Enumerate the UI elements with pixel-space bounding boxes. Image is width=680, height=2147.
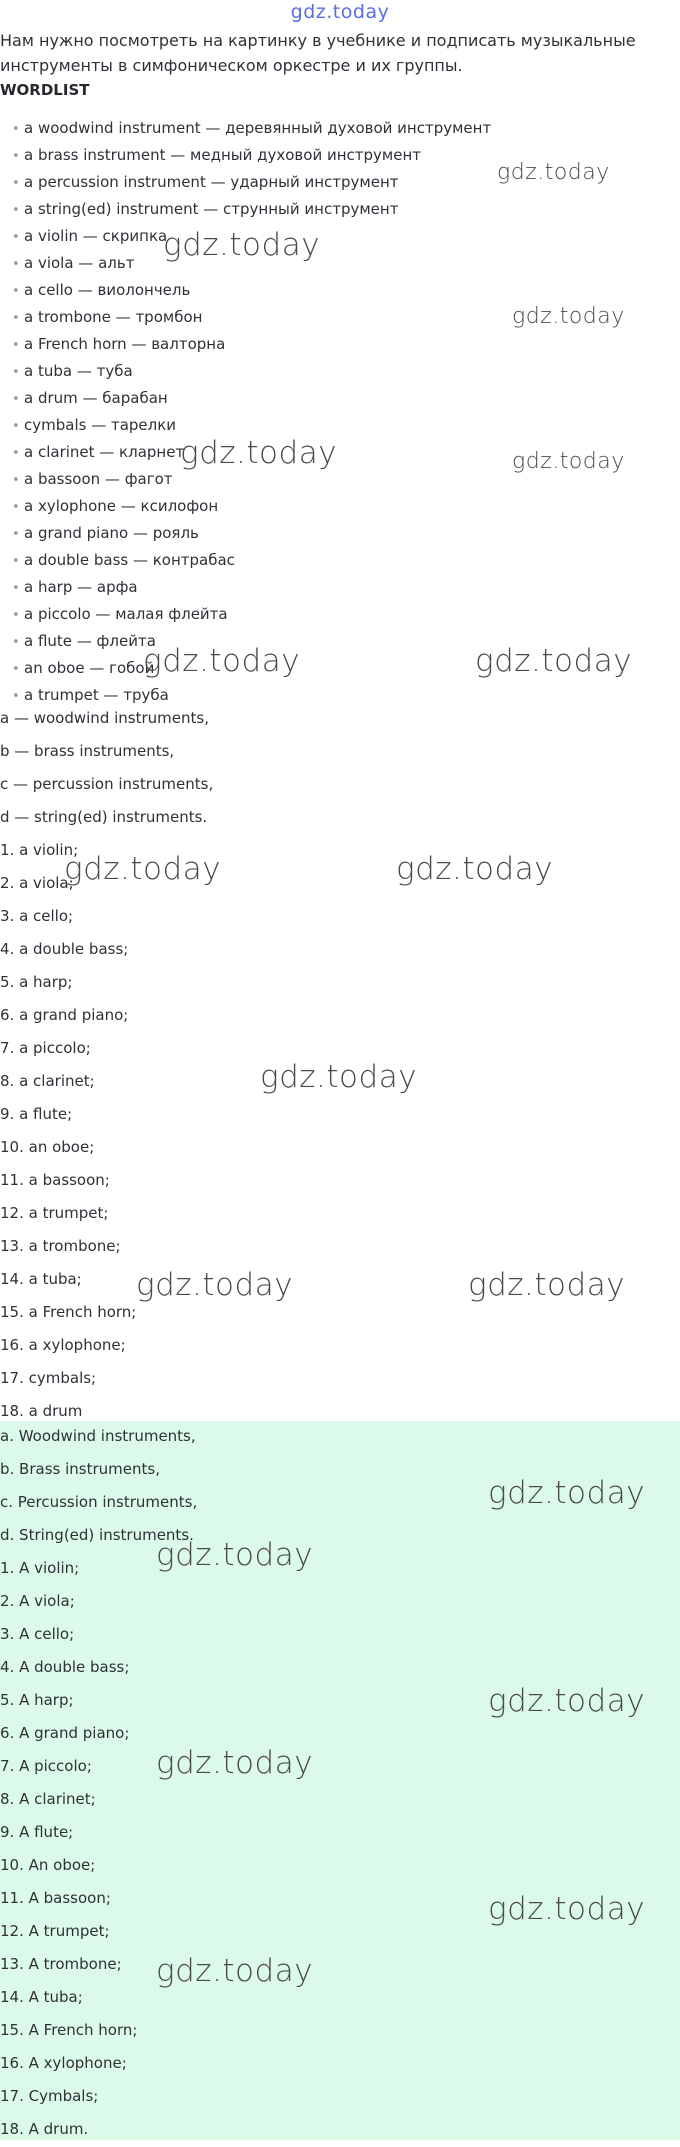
bullet-icon: •: [12, 338, 20, 353]
answer-instrument-line: 4. A double bass;: [0, 1658, 130, 1676]
wordlist-item: • a violin — скрипка: [12, 223, 491, 250]
bullet-icon: •: [12, 581, 20, 596]
watermark: gdz.today: [488, 1475, 646, 1511]
answer-instrument-line: 17. Cymbals;: [0, 2087, 99, 2105]
answer-instrument-line: 6. A grand piano;: [0, 1724, 130, 1742]
wordlist: [12, 115, 491, 709]
bullet-icon: •: [12, 122, 20, 137]
answer-group-line: c. Percussion instruments,: [0, 1493, 198, 1511]
answer-instrument-line: 11. A bassoon;: [0, 1889, 111, 1907]
answer-instrument-line: 18. A drum.: [0, 2120, 89, 2138]
instrument-line: 17. cymbals;: [0, 1369, 97, 1387]
instrument-line: 14. a tuba;: [0, 1270, 82, 1288]
watermark: gdz.today: [64, 851, 222, 887]
group-line: b — brass instruments,: [0, 742, 175, 760]
watermark: gdz.today: [156, 1745, 314, 1781]
instrument-line: 18. a drum: [0, 1402, 83, 1420]
watermark: gdz.today: [143, 643, 301, 679]
watermark: gdz.today: [396, 851, 554, 887]
bullet-icon: •: [12, 662, 20, 677]
wordlist-item: • a trombone — тромбон: [12, 304, 491, 331]
bullet-icon: •: [12, 419, 20, 434]
watermark: gdz.today: [260, 1059, 418, 1095]
instrument-line: 15. a French horn;: [0, 1303, 137, 1321]
wordlist-item: • a flute — флейта: [12, 628, 491, 655]
bullet-icon: •: [12, 284, 20, 299]
wordlist-item: • a viola — альт: [12, 250, 491, 277]
instrument-line: 11. a bassoon;: [0, 1171, 110, 1189]
wordlist-item: • a brass instrument — медный духовой инструмент: [12, 142, 491, 169]
instrument-line: 3. a cello;: [0, 907, 74, 925]
watermark: gdz.today: [512, 449, 625, 474]
answer-instrument-line: 13. A trombone;: [0, 1955, 122, 1973]
bullet-icon: •: [12, 689, 20, 704]
task-description: Нам нужно посмотреть на картинку в учебнике и подписать музыкальные инструменты в симфоническом оркестре и их группы.: [0, 31, 636, 75]
bullet-icon: •: [12, 500, 20, 515]
groups-and-instruments-list: [0, 702, 213, 1428]
wordlist-item: • a drum — барабан: [12, 385, 491, 412]
bullet-icon: •: [12, 392, 20, 407]
group-line: a — woodwind instruments,: [0, 709, 209, 727]
answer-list: [0, 1421, 197, 2147]
watermark: gdz.today: [136, 1267, 294, 1303]
watermark: gdz.today: [497, 160, 610, 185]
bullet-icon: •: [12, 608, 20, 623]
instrument-line: 9. a flute;: [0, 1105, 73, 1123]
wordlist-item: • a percussion instrument — ударный инструмент: [12, 169, 491, 196]
wordlist-item: • a French horn — валторна: [12, 331, 491, 358]
instrument-line: 2. a viola;: [0, 874, 74, 892]
answer-instrument-line: 12. A trumpet;: [0, 1922, 110, 1940]
bullet-icon: •: [12, 635, 20, 650]
answer-instrument-line: 9. A flute;: [0, 1823, 74, 1841]
wordlist-item: • a trumpet — труба: [12, 682, 491, 709]
bullet-icon: •: [12, 230, 20, 245]
wordlist-heading: WORDLIST: [0, 81, 90, 99]
watermark: gdz.today: [488, 1683, 646, 1719]
bullet-icon: •: [12, 311, 20, 326]
wordlist-item: • a clarinet — кларнет: [12, 439, 491, 466]
bullet-icon: •: [12, 257, 20, 272]
wordlist-item: • a double bass — контрабас: [12, 547, 491, 574]
wordlist-item: • an oboe — гобой: [12, 655, 491, 682]
group-line: d — string(ed) instruments.: [0, 808, 208, 826]
instrument-line: 12. a trumpet;: [0, 1204, 109, 1222]
wordlist-item: • a woodwind instrument — деревянный духовой инструмент: [12, 115, 491, 142]
instrument-line: 10. an oboe;: [0, 1138, 95, 1156]
answer-instrument-line: 14. A tuba;: [0, 1988, 83, 2006]
answer-group-line: a. Woodwind instruments,: [0, 1427, 196, 1445]
bullet-icon: •: [12, 149, 20, 164]
answer-instrument-line: 7. A piccolo;: [0, 1757, 92, 1775]
wordlist-item: • a cello — виолончель: [12, 277, 491, 304]
bullet-icon: •: [12, 176, 20, 191]
site-logo[interactable]: gdz.today: [290, 1, 390, 23]
watermark: gdz.today: [156, 1953, 314, 1989]
bullet-icon: •: [12, 554, 20, 569]
wordlist-item: • a xylophone — ксилофон: [12, 493, 491, 520]
answer-instrument-line: 16. A xylophone;: [0, 2054, 127, 2072]
watermark: gdz.today: [475, 643, 633, 679]
bullet-icon: •: [12, 473, 20, 488]
instrument-line: 16. a xylophone;: [0, 1336, 126, 1354]
wordlist-item: • cymbals — тарелки: [12, 412, 491, 439]
answer-instrument-line: 1. A violin;: [0, 1559, 80, 1577]
group-line: c — percussion instruments,: [0, 775, 214, 793]
instrument-line: 8. a clarinet;: [0, 1072, 95, 1090]
answer-instrument-line: 8. A clarinet;: [0, 1790, 96, 1808]
bullet-icon: •: [12, 365, 20, 380]
answer-group-line: b. Brass instruments,: [0, 1460, 160, 1478]
answer-instrument-line: 5. A harp;: [0, 1691, 74, 1709]
watermark: gdz.today: [180, 435, 338, 471]
instrument-line: 6. a grand piano;: [0, 1006, 129, 1024]
wordlist-item: • a bassoon — фагот: [12, 466, 491, 493]
bullet-icon: •: [12, 527, 20, 542]
instrument-line: 4. a double bass;: [0, 940, 129, 958]
instrument-line: 1. a violin;: [0, 841, 79, 859]
wordlist-item: • a tuba — туба: [12, 358, 491, 385]
answer-instrument-line: 10. An oboe;: [0, 1856, 96, 1874]
bullet-icon: •: [12, 446, 20, 461]
watermark: gdz.today: [468, 1267, 626, 1303]
watermark: gdz.today: [163, 227, 321, 263]
wordlist-item: • a harp — арфа: [12, 574, 491, 601]
instrument-line: 7. a piccolo;: [0, 1039, 91, 1057]
answer-block: [0, 1421, 680, 2140]
answer-instrument-line: 3. A cello;: [0, 1625, 75, 1643]
wordlist-item: • a piccolo — малая флейта: [12, 601, 491, 628]
bullet-icon: •: [12, 203, 20, 218]
answer-instrument-line: 15. A French horn;: [0, 2021, 138, 2039]
watermark: gdz.today: [156, 1537, 314, 1573]
answer-instrument-line: 2. A viola;: [0, 1592, 75, 1610]
watermark: gdz.today: [512, 304, 625, 329]
wordlist-item: • a string(ed) instrument — струнный инструмент: [12, 196, 491, 223]
instrument-line: 5. a harp;: [0, 973, 73, 991]
watermark: gdz.today: [488, 1891, 646, 1927]
wordlist-item: • a grand piano — рояль: [12, 520, 491, 547]
instrument-line: 13. a trombone;: [0, 1237, 121, 1255]
answer-group-line: d. String(ed) instruments.: [0, 1526, 194, 1544]
